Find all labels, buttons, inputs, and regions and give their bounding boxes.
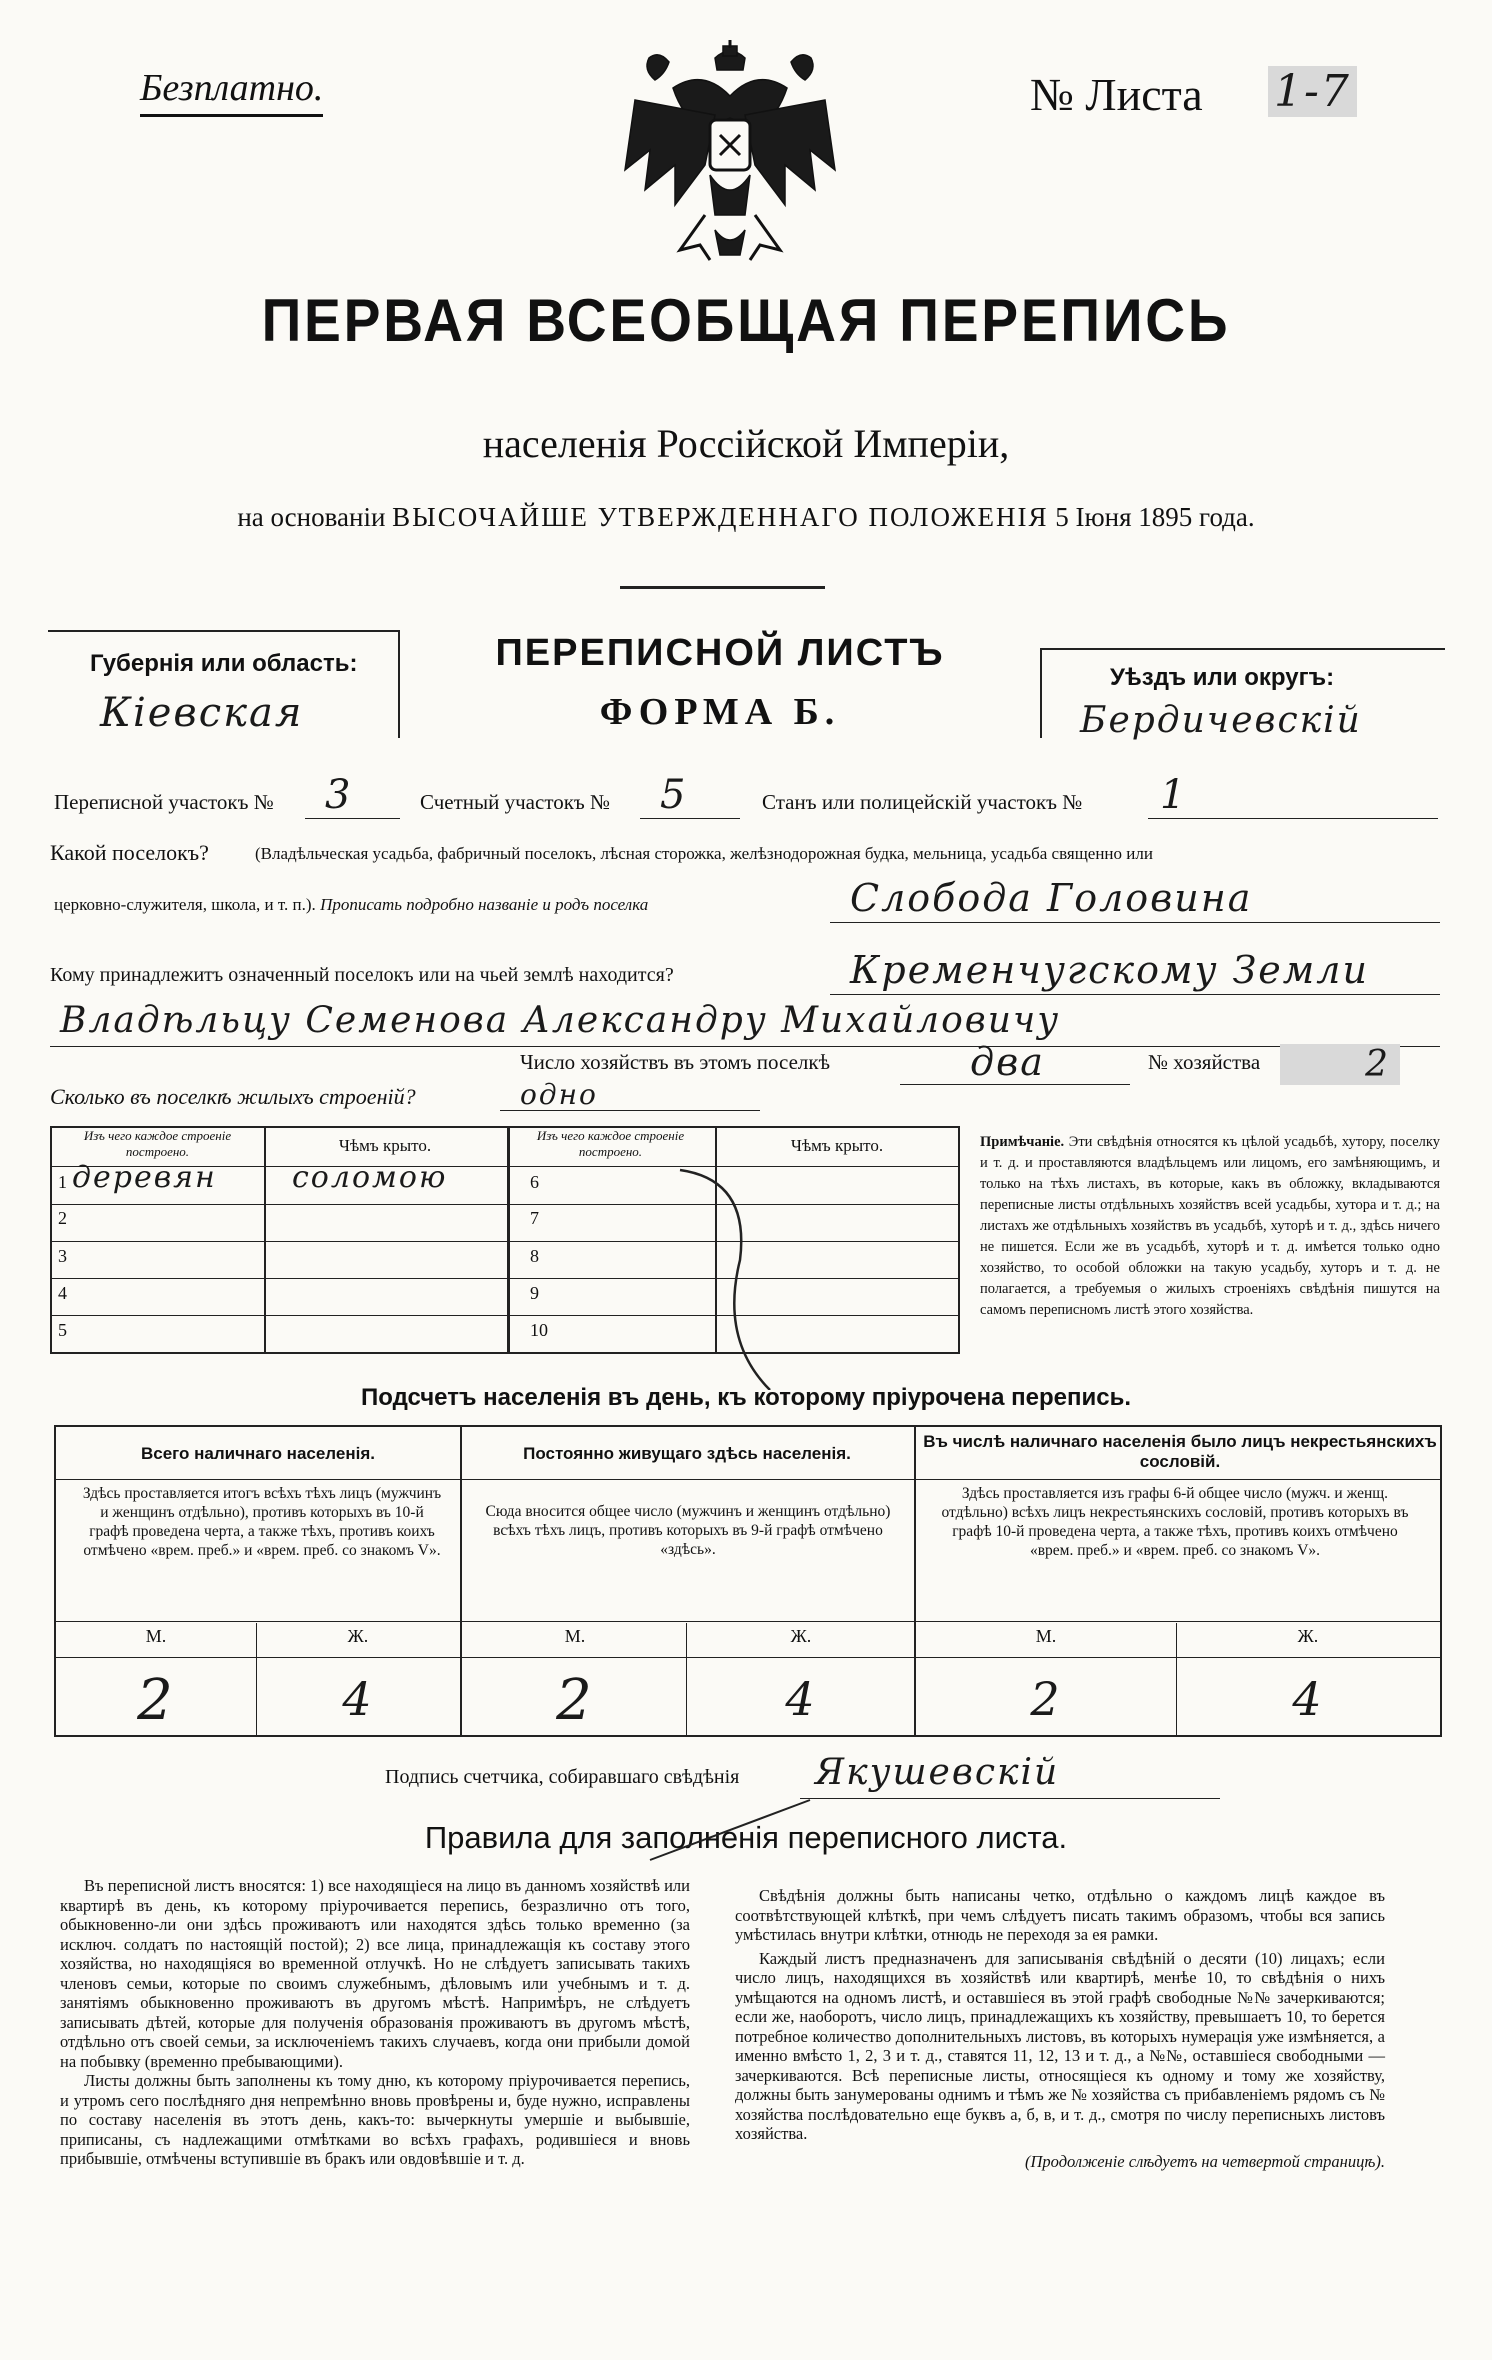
pop-col3-title: Въ числѣ наличнаго населенія было лицъ некрестьянскихъ сословій. [923, 1432, 1437, 1471]
district-label: Уѣздъ или округъ: [1110, 664, 1335, 691]
row-number: 4 [58, 1283, 67, 1303]
rules-heading: Правила для заполненія переписного листа. [424, 1820, 1068, 1855]
f-label: Ж. [1297, 1626, 1319, 1646]
sheet-number-label: № Листа [1030, 69, 1203, 120]
settlement-underline [830, 922, 1440, 923]
households-underline [900, 1084, 1130, 1085]
owner-underline-2 [50, 1046, 1440, 1047]
households-value[interactable]: два [970, 1040, 1045, 1084]
pop-col2-desc: Сюда вносится общее число (мужчинъ и женщинъ отдѣльно) всѣхъ тѣхъ лицъ, противъ которыхъ въ 9-й графѣ отмѣчено «здѣсь». [485, 1503, 891, 1558]
pen-stroke [640, 1780, 840, 1870]
m-label: М. [564, 1626, 586, 1646]
settlement-hint-2 [54, 895, 648, 915]
buildings-col1-header-right: Изъ чего каждое строеніе построено. [536, 1128, 685, 1159]
buildings-value[interactable]: одно [520, 1078, 598, 1111]
households-label: Число хозяйствъ въ этомъ поселкѣ [520, 1050, 830, 1074]
settlement-hint-italic: Прописать подробно названіе и родъ поселка [320, 895, 649, 914]
signature-label: Подпись счетчика, собиравшаго свѣдѣнія [385, 1766, 740, 1788]
row-number: 10 [530, 1320, 548, 1340]
settlement-value[interactable]: Слобода Головина [850, 876, 1253, 920]
census-title: ПЕРВАЯ ВСЕОБЩАЯ ПЕРЕПИСЬ [261, 287, 1231, 354]
form-label: ФОРМА Б. [599, 691, 841, 733]
row-number: 8 [530, 1246, 539, 1266]
pop-col2-male[interactable]: 2 [556, 1668, 594, 1733]
basis-date: 5 Іюня 1895 года. [1055, 502, 1255, 532]
row-number: 5 [58, 1320, 67, 1340]
count-section-label: Счетный участокъ № [420, 790, 611, 814]
buildings-underline [500, 1110, 760, 1111]
police-section-underline [1148, 818, 1438, 819]
row-number: 6 [530, 1172, 539, 1192]
census-section-value[interactable]: 3 [325, 772, 353, 818]
owner-underline-1 [830, 994, 1440, 995]
household-no-value[interactable]: 2 [1280, 1044, 1400, 1085]
sheet-title: ПЕРЕПИСНОЙ ЛИСТЪ [495, 632, 945, 674]
rules-left-paragraph-1: Въ переписной листъ вносятся: 1) все находящіеся на лицо въ данномъ хозяйствѣ или квартирѣ въ день, къ которому пріурочивается перепись, безразлично отъ того, обыкновенно-ли они здѣсь проживаютъ или находятся здѣсь только временно (за исключ. солдатъ по настоящій постой); 2) все лица, принадлежащія къ составу этого хозяйства, но находящіяся во временной отлучкѣ. Но не слѣдуетъ записывать такихъ членовъ семьи, которые по своимъ служебнымъ, дѣловымъ или учебнымъ и т. д. занятіямъ обыкновенно проживаютъ въ другомъ мѣстѣ. Напримѣръ, не слѣдуетъ записывать дѣтей, которые для полученія образованія проживаютъ въ другомъ мѣстѣ, отдѣльно отъ своей семьи, за исключеніемъ такихъ случаевъ, когда они прибыли домой на побывку (временно пребывающими). [60, 1876, 690, 2071]
pop-col1-male[interactable]: 2 [137, 1668, 175, 1733]
census-section-label: Переписной участокъ № [54, 790, 274, 814]
settlement-label: Какой поселокъ? [50, 840, 209, 865]
f-label: Ж. [347, 1626, 369, 1646]
pop-col3-male[interactable]: 2 [1030, 1672, 1062, 1726]
province-label: Губернія или область: [90, 650, 358, 677]
buildings-col1-header-left: Изъ чего каждое строеніе построено. [83, 1128, 232, 1159]
sheet-number-value: 1-7 [1268, 66, 1357, 117]
pop-col3-desc: Здѣсь проставляется изъ графы 6-й общее число (мужч. и женщ. отдѣльно) всѣхъ лицъ некрестьянскихъ сословій, противъ которыхъ въ графѣ 10-й проведена черта, а также тѣхъ, противъ коихъ отмѣчено «врем. преб.» и «врем. преб. со знакомъ V». [941, 1485, 1409, 1559]
census-subtitle: населенія Россійской Имперіи, [482, 421, 1010, 466]
cancel-stroke [640, 1150, 810, 1390]
household-no-label: № хозяйства [1148, 1050, 1261, 1074]
double-headed-eagle-emblem [615, 40, 845, 270]
header-divider [620, 586, 825, 589]
province-value: Кіевская [100, 690, 304, 736]
pop-col1-title: Всего наличнаго населенія. [141, 1444, 375, 1463]
rules-continued: (Продолженіе слѣдуетъ на четвертой страницѣ). [1025, 2151, 1385, 2171]
note-label: Примѣчаніе. [980, 1134, 1065, 1150]
signature-underline [800, 1798, 1220, 1799]
population-heading: Подсчетъ населенія въ день, къ которому пріурочена перепись. [361, 1384, 1131, 1411]
count-section-underline [640, 818, 740, 819]
buildings-col2-header-right: Чѣмъ крыто. [790, 1136, 884, 1155]
rules-right-column [735, 1886, 1385, 2171]
rules-left-paragraph-2: Листы должны быть заполнены къ тому дню, къ которому пріурочивается перепись, и утромъ сего послѣдняго дня непремѣнно вновь провѣрены и, буде нужно, исправлены по составу населенія въ этотъ день, какъ-то: вычеркнуты умершіе и выбывшіе, приписаны, съ надлежащими отмѣтками во всѣхъ графахъ, родившіеся и вновь прибывшіе, отмѣчены вступившіе въ бракъ или овдовѣвшіе и т. д. [60, 2071, 690, 2168]
pop-col1-desc: Здѣсь проставляется итогъ всѣхъ тѣхъ лицъ (мужчинъ и женщинъ отдѣльно), противъ которыхъ въ 10-й графѣ проведена черта, а также тѣхъ, противъ коихъ отмѣчено «врем. преб.» и «врем. преб. со знакомъ V». [82, 1485, 442, 1559]
settlement-hint-2-text: церковно-служителя, школа, и т. п.). [54, 895, 316, 914]
census-section-row [54, 790, 274, 815]
buildings-col2-header-left: Чѣмъ крыто. [338, 1136, 432, 1155]
f-label: Ж. [790, 1626, 812, 1646]
owner-value-1[interactable]: Кременчугскому Земли [850, 948, 1369, 992]
row-number: 9 [530, 1283, 539, 1303]
row-roof[interactable]: соломою [292, 1160, 448, 1195]
note-text: Эти свѣдѣнія относятся къ цѣлой усадьбѣ, хутору, поселку и т. д. и проставляются владѣльцемъ или лицомъ, его замѣняющимъ, и только на тѣхъ листахъ, въ которые, какъ въ обложку, вкладываются переписные листы отдѣльныхъ хозяйствъ всей усадьбы, хутора и т. д.; на листахъ же отдѣльныхъ хозяйствъ въ усадьбѣ, хуторѣ и т. д., здѣсь ничего не пишется. Если же въ усадьбѣ, хуторѣ и т. д. имѣется только одно хозяйство, то особой обложки на такую усадьбу, хуторъ и т. д. не полагается, а требуемыя о жилыхъ строеніяхъ свѣдѣнія пишутся на самомъ переписномъ листѣ этого хозяйства. [980, 1134, 1441, 1318]
count-section-value[interactable]: 5 [660, 772, 688, 818]
rules-right-paragraph-2: Каждый листъ предназначенъ для записыванія свѣдѣній о десяти (10) лицахъ; если число лицъ, находящихся въ хозяйствѣ или квартирѣ, менѣе 10, то свѣдѣнія о нихъ умѣщаются на одномъ листѣ, и оставшіеся въ этой графѣ свободные №№ зачеркиваются; если же, наоборотъ, число лицъ, принадлежащихъ къ хозяйству, превышаетъ 10, то берется потребное количество дополнительныхъ листовъ, въ которыхъ нумерація уже измѣняется, а именно вмѣсто 1, 2, 3 и т. д., ставятся 11, 12, 13 и т. д., а №№, оставшіеся свободными — зачеркиваются. Всѣ переписные листы, относящіеся къ одному и тому же хозяйству, должны быть занумерованы однимъ и тѣмъ же № хозяйства съ прибавленіемъ рядомъ съ № хозяйства послѣдовательно еще буквъ а, б, в, и т. д., смотря по числу переписныхъ листовъ хозяйства. [735, 1948, 1385, 2143]
owner-label: Кому принадлежитъ означенный поселокъ или на чьей землѣ находится? [50, 964, 674, 986]
note-block [980, 1132, 1440, 1321]
census-section-underline [305, 818, 400, 819]
buildings-label: Сколько въ поселкѣ жилыхъ строеній? [50, 1084, 416, 1109]
row-number: 7 [530, 1208, 539, 1228]
basis-caps: ВЫСОЧАЙШЕ УТВЕРЖДЕННАГО ПОЛОЖЕНІЯ [392, 502, 1049, 532]
district-value: Бердичевскій [1080, 700, 1362, 741]
pop-col1-female[interactable]: 4 [342, 1672, 374, 1726]
rules-left-column [60, 1876, 690, 2169]
m-label: М. [145, 1626, 167, 1646]
settlement-hint-1: (Владѣльческая усадьба, фабричный поселокъ, лѣсная сторожка, желѣзнодорожная будка, мельница, усадьба священно или [255, 844, 1153, 863]
row-number: 3 [58, 1246, 67, 1266]
rules-right-paragraph-1: Свѣдѣнія должны быть написаны четко, отдѣльно о каждомъ лицѣ каждое въ соотвѣтствующей клѣткѣ, при чемъ слѣдуетъ писать такимъ образомъ, чтобы вся запись умѣстилась внутри клѣтки, отнюдь не переходя за ея рамки. [735, 1886, 1385, 1944]
pop-col2-title: Постоянно живущаго здѣсь населенія. [523, 1444, 851, 1463]
basis-prefix: на основаніи [237, 502, 386, 532]
row-number: 1 [58, 1172, 67, 1192]
row-number: 2 [58, 1208, 67, 1228]
pop-col3-female[interactable]: 4 [1292, 1672, 1324, 1726]
signature-value[interactable]: Якушевскій [815, 1752, 1060, 1793]
police-section-label: Станъ или полицейскій участокъ № [762, 790, 1083, 814]
row-material[interactable]: деревян [72, 1160, 217, 1195]
pop-col2-female[interactable]: 4 [785, 1672, 817, 1726]
owner-value-2[interactable]: Владѣльцу Семенова Александру Михайловичу [60, 1000, 1061, 1041]
free-label: Безплатно. [140, 66, 323, 117]
census-basis [0, 502, 1492, 533]
m-label: М. [1035, 1626, 1057, 1646]
police-section-value[interactable]: 1 [1160, 772, 1188, 818]
